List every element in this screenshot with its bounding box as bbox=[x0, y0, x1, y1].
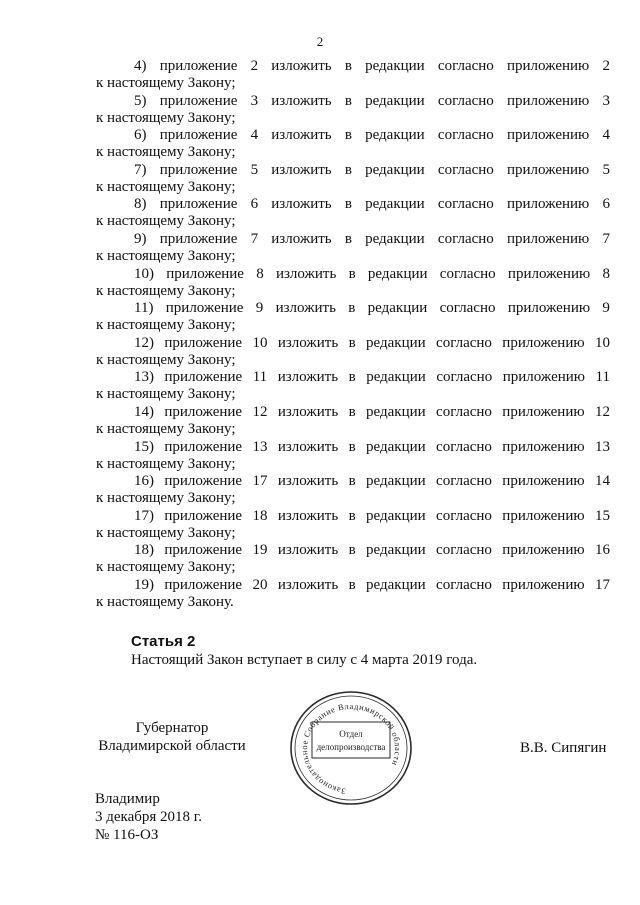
item-word: приложение bbox=[164, 334, 243, 351]
item-word: редакции bbox=[366, 507, 426, 524]
item-word: изложить bbox=[277, 576, 339, 593]
item-number: 14) bbox=[134, 403, 154, 420]
item-word: приложение bbox=[159, 92, 238, 109]
list-item-line-1 bbox=[96, 473, 610, 490]
item-word: редакции bbox=[366, 334, 426, 351]
item-word: изложить bbox=[271, 230, 332, 247]
list-item-line-1 bbox=[96, 231, 610, 248]
item-word: согласно bbox=[436, 576, 492, 593]
item-number: 18) bbox=[134, 542, 154, 559]
list-item-line-1 bbox=[96, 127, 610, 144]
page-number: 2 bbox=[316, 34, 324, 49]
list-item-line-2: к настоящему Закону; bbox=[96, 213, 236, 230]
item-word: 8 bbox=[256, 265, 264, 282]
item-word: 18 bbox=[252, 507, 268, 524]
list-item bbox=[96, 404, 610, 439]
item-word: приложению bbox=[507, 300, 591, 317]
item-word: 4 bbox=[602, 127, 610, 144]
item-word: согласно bbox=[437, 127, 494, 144]
item-word: приложению bbox=[506, 161, 590, 178]
item-word: 5 bbox=[250, 161, 259, 178]
item-word: согласно bbox=[437, 196, 494, 213]
item-word: 2 bbox=[250, 58, 259, 74]
amendment-list bbox=[96, 58, 610, 612]
item-word: приложению bbox=[502, 438, 585, 455]
item-word: 17 bbox=[252, 473, 268, 490]
item-word: согласно bbox=[439, 300, 496, 317]
item-word: изложить bbox=[277, 507, 339, 524]
item-word: 3 bbox=[250, 92, 259, 109]
item-word: согласно bbox=[437, 58, 494, 74]
official-stamp bbox=[286, 688, 416, 808]
list-item-line-1 bbox=[96, 162, 610, 179]
article-2 bbox=[131, 633, 477, 669]
list-item-line-1 bbox=[96, 577, 610, 594]
item-word: редакции bbox=[367, 265, 428, 282]
list-item-line-2: к настоящему Закону; bbox=[96, 559, 236, 576]
place-date-number bbox=[95, 790, 202, 844]
item-word: приложению bbox=[506, 58, 590, 74]
list-item-line-2: к настоящему Закону; bbox=[96, 317, 236, 334]
item-word: 12 bbox=[594, 403, 610, 420]
item-word: в bbox=[348, 300, 356, 317]
item-word: приложению bbox=[502, 403, 585, 420]
item-word: изложить bbox=[277, 473, 339, 490]
item-number: 10) bbox=[134, 265, 154, 282]
item-word: 13 bbox=[252, 438, 268, 455]
item-word: приложению bbox=[506, 196, 590, 213]
item-word: редакции bbox=[365, 196, 425, 213]
item-word: приложение bbox=[164, 438, 243, 455]
item-word: 17 bbox=[594, 576, 610, 593]
item-word: в bbox=[348, 473, 356, 490]
item-word: изложить bbox=[271, 127, 332, 144]
item-word: редакции bbox=[365, 58, 425, 74]
item-number: 12) bbox=[134, 334, 154, 351]
list-item-line-1 bbox=[96, 369, 610, 386]
list-item bbox=[96, 577, 610, 612]
item-word: приложению bbox=[502, 473, 585, 490]
item-number: 19) bbox=[134, 576, 154, 593]
item-word: приложение bbox=[165, 300, 244, 317]
item-word: согласно bbox=[436, 403, 492, 420]
item-word: согласно bbox=[436, 473, 492, 490]
item-word: 14 bbox=[594, 473, 610, 490]
item-word: изложить bbox=[277, 403, 339, 420]
date: 3 декабря 2018 г. bbox=[95, 809, 202, 825]
item-word: в bbox=[344, 58, 352, 74]
list-item-line-2: к настоящему Закону. bbox=[96, 593, 234, 610]
item-word: 6 bbox=[602, 196, 610, 213]
item-word: 15 bbox=[594, 507, 610, 524]
list-item-line-1 bbox=[96, 58, 610, 75]
item-number: 7) bbox=[134, 161, 147, 178]
item-word: в bbox=[348, 403, 356, 420]
item-word: редакции bbox=[365, 230, 425, 247]
item-number: 11) bbox=[134, 300, 154, 317]
item-word: приложение bbox=[159, 161, 238, 178]
item-word: приложению bbox=[506, 92, 590, 109]
item-word: приложение bbox=[159, 230, 238, 247]
item-word: приложение bbox=[164, 473, 243, 490]
item-number: 4) bbox=[134, 58, 147, 74]
list-item-line-1 bbox=[96, 266, 610, 283]
item-word: 19 bbox=[252, 542, 268, 559]
item-word: редакции bbox=[366, 473, 426, 490]
list-item-line-1 bbox=[96, 335, 610, 352]
item-word: приложение bbox=[166, 265, 244, 282]
item-word: в bbox=[348, 507, 356, 524]
item-word: приложению bbox=[502, 507, 585, 524]
item-number: 15) bbox=[134, 438, 154, 455]
item-word: 20 bbox=[252, 576, 268, 593]
list-item-line-1 bbox=[96, 196, 610, 213]
list-item-line-1 bbox=[96, 404, 610, 421]
item-word: 9 bbox=[602, 300, 610, 317]
law-number: № 116-ОЗ bbox=[95, 827, 159, 843]
list-item bbox=[96, 439, 610, 474]
item-word: редакции bbox=[367, 300, 428, 317]
list-item bbox=[96, 266, 610, 301]
item-word: 3 bbox=[602, 92, 610, 109]
list-item bbox=[96, 335, 610, 370]
list-item-line-2: к настоящему Закону; bbox=[96, 455, 236, 472]
item-word: в bbox=[348, 369, 356, 386]
item-number: 9) bbox=[134, 230, 147, 247]
item-word: 11 bbox=[252, 369, 268, 386]
item-number: 17) bbox=[134, 507, 154, 524]
item-word: согласно bbox=[436, 507, 492, 524]
item-word: редакции bbox=[365, 161, 425, 178]
list-item bbox=[96, 473, 610, 508]
item-word: редакции bbox=[366, 542, 426, 559]
item-word: 10 bbox=[252, 334, 268, 351]
list-item bbox=[96, 162, 610, 197]
item-word: 7 bbox=[250, 230, 259, 247]
item-word: согласно bbox=[437, 92, 494, 109]
item-word: приложению bbox=[502, 576, 585, 593]
list-item bbox=[96, 58, 610, 93]
list-item-line-2: к настоящему Закону; bbox=[96, 144, 236, 161]
signatory-position bbox=[92, 719, 252, 755]
item-word: изложить bbox=[275, 300, 336, 317]
item-word: редакции bbox=[366, 369, 426, 386]
list-item-line-2: к настоящему Закону; bbox=[96, 490, 236, 507]
list-item-line-2: к настоящему Закону; bbox=[96, 420, 236, 437]
item-word: приложение bbox=[164, 576, 243, 593]
stamp-center-line-2: делопроизводства bbox=[316, 742, 386, 752]
list-item-line-1 bbox=[96, 508, 610, 525]
item-word: согласно bbox=[436, 438, 492, 455]
item-word: приложению bbox=[502, 334, 585, 351]
item-word: 5 bbox=[602, 161, 610, 178]
list-item-line-2: к настоящему Закону; bbox=[96, 109, 236, 126]
item-word: приложение bbox=[159, 127, 238, 144]
item-word: 6 bbox=[250, 196, 259, 213]
item-word: приложение bbox=[164, 403, 243, 420]
list-item-line-1 bbox=[96, 542, 610, 559]
item-word: в bbox=[344, 161, 352, 178]
list-item bbox=[96, 369, 610, 404]
item-word: приложению bbox=[506, 230, 590, 247]
item-word: изложить bbox=[277, 438, 339, 455]
item-word: приложение bbox=[159, 196, 238, 213]
item-word: изложить bbox=[271, 161, 332, 178]
item-word: редакции bbox=[366, 403, 426, 420]
item-word: приложение bbox=[164, 507, 243, 524]
item-word: 8 bbox=[602, 265, 610, 282]
list-item-line-2: к настоящему Закону; bbox=[96, 351, 236, 368]
item-word: согласно bbox=[436, 542, 492, 559]
item-word: согласно bbox=[436, 334, 492, 351]
list-item-line-2: к настоящему Закону; bbox=[96, 75, 236, 91]
item-number: 6) bbox=[134, 127, 147, 144]
city: Владимир bbox=[95, 791, 160, 807]
list-item bbox=[96, 542, 610, 577]
item-word: приложение bbox=[159, 58, 238, 74]
list-item-line-2: к настоящему Закону; bbox=[96, 524, 236, 541]
list-item-line-1 bbox=[96, 300, 610, 317]
list-item-line-2: к настоящему Закону; bbox=[96, 178, 236, 195]
article-text: Настоящий Закон вступает в силу с 4 марта 2019 года. bbox=[131, 652, 478, 668]
article-title: Статья 2 bbox=[131, 633, 196, 650]
item-word: в bbox=[348, 542, 356, 559]
list-item bbox=[96, 508, 610, 543]
item-word: в bbox=[344, 127, 352, 144]
item-word: редакции bbox=[365, 127, 425, 144]
list-item-line-1 bbox=[96, 93, 610, 110]
list-item-line-1 bbox=[96, 439, 610, 456]
item-word: в bbox=[344, 92, 352, 109]
item-word: 13 bbox=[594, 438, 610, 455]
item-word: приложение bbox=[164, 542, 243, 559]
item-word: согласно bbox=[437, 161, 494, 178]
item-word: приложение bbox=[164, 369, 243, 386]
item-number: 13) bbox=[134, 369, 154, 386]
item-word: 4 bbox=[250, 127, 259, 144]
item-word: изложить bbox=[271, 58, 332, 74]
list-item bbox=[96, 127, 610, 162]
item-word: 7 bbox=[602, 230, 610, 247]
item-word: согласно bbox=[437, 230, 494, 247]
item-word: изложить bbox=[275, 265, 337, 282]
item-word: изложить bbox=[271, 92, 332, 109]
stamp-center-line-1: Отдел bbox=[339, 729, 363, 739]
item-word: приложению bbox=[507, 265, 591, 282]
list-item-line-2: к настоящему Закону; bbox=[96, 282, 236, 299]
item-word: 12 bbox=[252, 403, 268, 420]
item-word: согласно bbox=[439, 265, 496, 282]
item-word: в bbox=[348, 265, 356, 282]
item-word: в bbox=[348, 576, 356, 593]
item-word: 16 bbox=[594, 542, 610, 559]
item-word: 9 bbox=[255, 300, 264, 317]
signatory-name: В.В. Сипягин bbox=[520, 740, 607, 756]
list-item bbox=[96, 196, 610, 231]
item-word: 11 bbox=[595, 369, 610, 386]
list-item bbox=[96, 93, 610, 128]
stamp-ring-text: Законодательное Собрание Владимирской области bbox=[299, 701, 403, 796]
item-word: в bbox=[344, 230, 352, 247]
list-item-line-2: к настоящему Закону; bbox=[96, 247, 236, 264]
position-line-1: Губернатор bbox=[135, 720, 209, 736]
list-item bbox=[96, 300, 610, 335]
item-word: изложить bbox=[277, 369, 339, 386]
item-word: приложению bbox=[502, 369, 585, 386]
item-word: редакции bbox=[366, 438, 426, 455]
item-word: изложить bbox=[277, 542, 339, 559]
item-word: 2 bbox=[602, 58, 610, 74]
item-word: изложить bbox=[277, 334, 339, 351]
item-number: 8) bbox=[134, 196, 147, 213]
item-word: согласно bbox=[436, 369, 493, 386]
list-item bbox=[96, 231, 610, 266]
item-word: в bbox=[348, 438, 356, 455]
item-word: редакции bbox=[365, 92, 425, 109]
item-number: 5) bbox=[134, 92, 147, 109]
item-word: 10 bbox=[594, 334, 610, 351]
item-word: редакции bbox=[366, 576, 426, 593]
item-word: в bbox=[348, 334, 356, 351]
item-number: 16) bbox=[134, 473, 154, 490]
position-line-2: Владимирской области bbox=[98, 738, 246, 754]
item-word: изложить bbox=[271, 196, 332, 213]
item-word: в bbox=[344, 196, 352, 213]
list-item-line-2: к настоящему Закону; bbox=[96, 386, 236, 403]
item-word: приложению bbox=[506, 127, 590, 144]
item-word: приложению bbox=[502, 542, 585, 559]
